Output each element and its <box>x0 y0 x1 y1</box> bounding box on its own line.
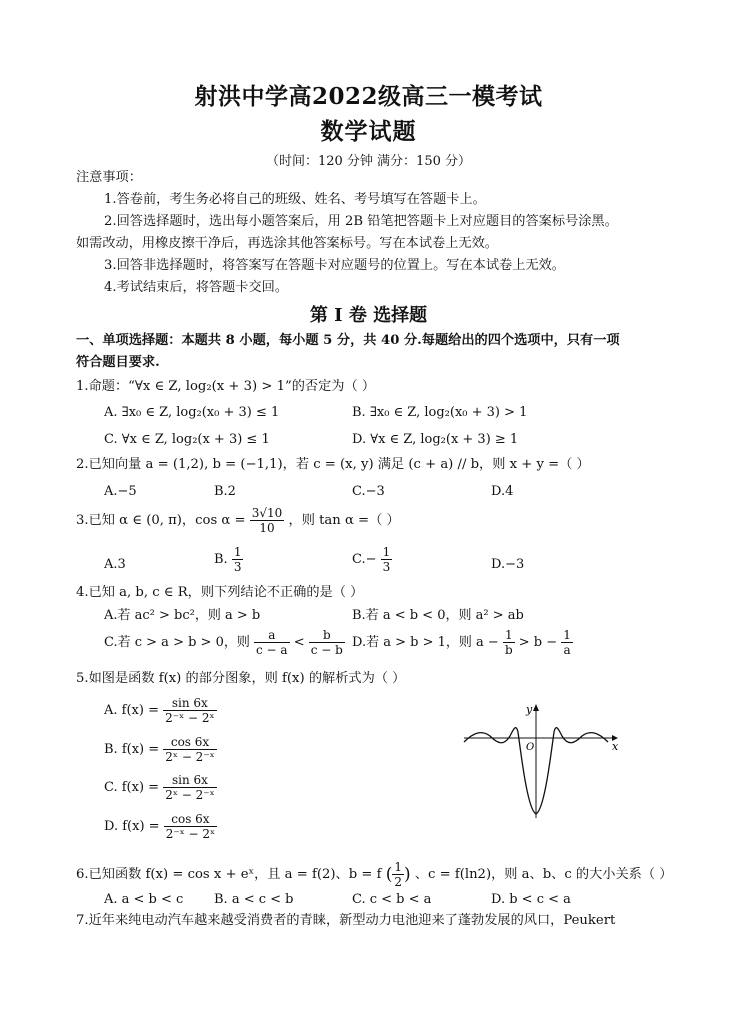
q4-c-compare: < <box>293 635 305 650</box>
q4-option-b: B.若 a < b < 0，则 a² > ab <box>352 608 524 623</box>
q2-option-d: D.4 <box>491 484 514 499</box>
graph-y-label: y <box>526 703 533 716</box>
q6-option-a: A. a < b < c <box>104 892 184 907</box>
q4-d-f2-num: 1 <box>563 628 571 642</box>
q3-option-b-fraction <box>232 545 244 574</box>
q4-option-c <box>104 628 345 657</box>
q4-c-text: C.若 c > a > b > 0，则 <box>104 635 250 650</box>
note-2-cont: 如需改动，用橡皮擦干净后，再选涂其他答案标号。写在本试卷上无效。 <box>76 236 498 251</box>
exam-subject: 数学试题 <box>320 118 417 145</box>
q3-option-b <box>214 545 243 574</box>
q3-cos-fraction <box>250 506 285 535</box>
q6-frac-num: 1 <box>394 860 402 874</box>
q3-frac-den: 10 <box>259 521 275 535</box>
q3-b-den: 3 <box>233 560 242 574</box>
q7-stem: 7.近年来纯电动汽车越来越受消费者的青睐，新型动力电池迎来了蓬勃发展的风口，Peukert <box>76 913 616 928</box>
q3-option-c <box>352 545 392 574</box>
time-score-info: （时间：120 分钟 满分：150 分） <box>265 154 472 169</box>
q6-stem-end: 、c = f(ln2)，则 a、b、c 的大小关系（ ） <box>414 867 673 882</box>
q3-option-b-label: B. <box>214 552 228 567</box>
q4-d-f1-num: 1 <box>503 628 515 643</box>
q6-frac-den: 2 <box>394 875 402 889</box>
q3-b-num: 1 <box>233 545 242 559</box>
q3-option-a: A.3 <box>104 557 126 572</box>
q5-c-den: 2ˣ − 2⁻ˣ <box>165 788 215 802</box>
q6-paren-close: ) <box>403 864 411 885</box>
section-instruction: 一、单项选择题：本题共 8 小题，每小题 5 分，共 40 分.每题给出的四个选项中，只有一项 <box>76 333 620 348</box>
q5-c-fraction <box>163 773 216 802</box>
q3-stem-end: ，则 tan α =（ ） <box>288 513 400 528</box>
q6-stem-start: 6.已知函数 f(x) = cos x + eˣ，且 a = f(2)、b = f <box>76 867 382 882</box>
q3-frac-num: 3√10 <box>251 506 283 520</box>
note-4: 4.考试结束后，将答题卡交回。 <box>104 280 289 295</box>
q5-a-text: A. f(x) = <box>104 703 159 718</box>
q4-d-text: D.若 a > b > 1，则 a − <box>352 635 499 650</box>
q4-c-f2-num: b <box>309 628 345 643</box>
q4-d-f2-den: a <box>563 643 571 657</box>
q2-stem: 2.已知向量 a = (1,2), b = (−1,1)，若 c = (x, y) 满足 (c + a) // b，则 x + y =（ ） <box>76 457 590 472</box>
q5-b-fraction <box>163 735 216 764</box>
notes-heading: 注意事项： <box>76 170 142 185</box>
note-3: 3.回答非选择题时，将答案写在答题卡对应题号的位置上。写在本试卷上无效。 <box>104 258 565 273</box>
q1-option-b: B. ∃x₀ ∈ Z, log₂(x₀ + 3) > 1 <box>352 405 528 420</box>
q5-d-text: D. f(x) = <box>104 819 160 834</box>
graph-origin-label: O <box>526 742 535 753</box>
q4-option-d <box>352 628 573 657</box>
q2-option-c: C.−3 <box>352 484 385 499</box>
q5-c-num: sin 6x <box>163 773 216 788</box>
q6-option-d: D. b < c < a <box>491 892 571 907</box>
graph-y-arrow <box>533 704 539 711</box>
q4-c-f2-den: c − b <box>310 643 343 657</box>
q5-a-num: sin 6x <box>163 696 216 711</box>
q6-stem <box>76 860 672 889</box>
q1-option-d: D. ∀x ∈ Z, log₂(x + 3) ≥ 1 <box>352 432 519 447</box>
q5-a-den: 2⁻ˣ − 2ˣ <box>165 711 215 725</box>
q1-option-c: C. ∀x ∈ Z, log₂(x + 3) ≤ 1 <box>104 432 270 447</box>
q1-stem: 1.命题：“∀x ∈ Z, log₂(x + 3) > 1”的否定为（ ） <box>76 379 376 394</box>
q5-b-num: cos 6x <box>163 735 216 750</box>
q5-function-graph <box>460 702 620 820</box>
q3-option-d: D.−3 <box>491 557 525 572</box>
q5-d-den: 2⁻ˣ − 2ˣ <box>165 827 216 841</box>
q2-option-a: A.−5 <box>104 484 137 499</box>
q3-c-den: 3 <box>382 560 391 574</box>
q5-option-a <box>104 696 217 725</box>
q3-c-num: 1 <box>382 545 391 559</box>
q5-b-den: 2ˣ − 2⁻ˣ <box>165 750 215 764</box>
section-title: 第 I 卷 选择题 <box>309 305 428 326</box>
q4-d-f1-den: b <box>504 643 513 657</box>
q5-b-text: B. f(x) = <box>104 742 160 757</box>
q5-c-text: C. f(x) = <box>104 780 160 795</box>
q4-c-f1-num: a <box>254 628 290 643</box>
exam-title: 射洪中学高2022级高三一模考试 <box>194 83 543 110</box>
q3-stem-start: 3.已知 α ∈ (0, π)，cos α = <box>76 513 246 528</box>
q6-option-c: C. c < b < a <box>352 892 432 907</box>
note-1: 1.答卷前，考生务必将自己的班级、姓名、考号填写在答题卡上。 <box>104 192 486 207</box>
section-instruction-cont: 符合题目要求. <box>76 355 160 370</box>
q3-option-c-label: C.− <box>352 552 377 567</box>
q3-option-c-fraction <box>381 545 393 574</box>
graph-x-label: x <box>612 740 619 753</box>
q5-stem: 5.如图是函数 f(x) 的部分图象，则 f(x) 的解析式为（ ） <box>76 671 406 686</box>
q1-option-a: A. ∃x₀ ∈ Z, log₂(x₀ + 3) ≤ 1 <box>104 405 280 420</box>
q4-d-fraction-1 <box>503 628 515 657</box>
q4-stem: 4.已知 a, b, c ∈ R，则下列结论不正确的是（ ） <box>76 585 364 600</box>
q5-option-b <box>104 735 217 764</box>
q6-option-b: B. a < c < b <box>214 892 294 907</box>
q4-c-f1-den: c − a <box>256 643 288 657</box>
q5-option-c <box>104 773 217 802</box>
q5-d-num: cos 6x <box>164 812 217 827</box>
q2-option-b: B.2 <box>214 484 236 499</box>
q4-c-fraction-2 <box>309 628 345 657</box>
q5-option-d <box>104 812 217 841</box>
q4-option-a: A.若 ac² > bc²，则 a > b <box>104 608 261 623</box>
q4-d-compare: > b − <box>518 635 558 650</box>
note-2: 2.回答选择题时，选出每小题答案后，用 2B 铅笔把答题卡上对应题目的答案标号涂黑。 <box>104 214 618 229</box>
q4-c-fraction-1 <box>254 628 290 657</box>
q4-d-fraction-2 <box>561 628 573 657</box>
q5-a-fraction <box>163 696 216 725</box>
q6-fraction <box>392 860 404 889</box>
q6-paren-open: ( <box>385 864 393 885</box>
q3-stem <box>76 506 400 535</box>
q5-d-fraction <box>164 812 217 841</box>
